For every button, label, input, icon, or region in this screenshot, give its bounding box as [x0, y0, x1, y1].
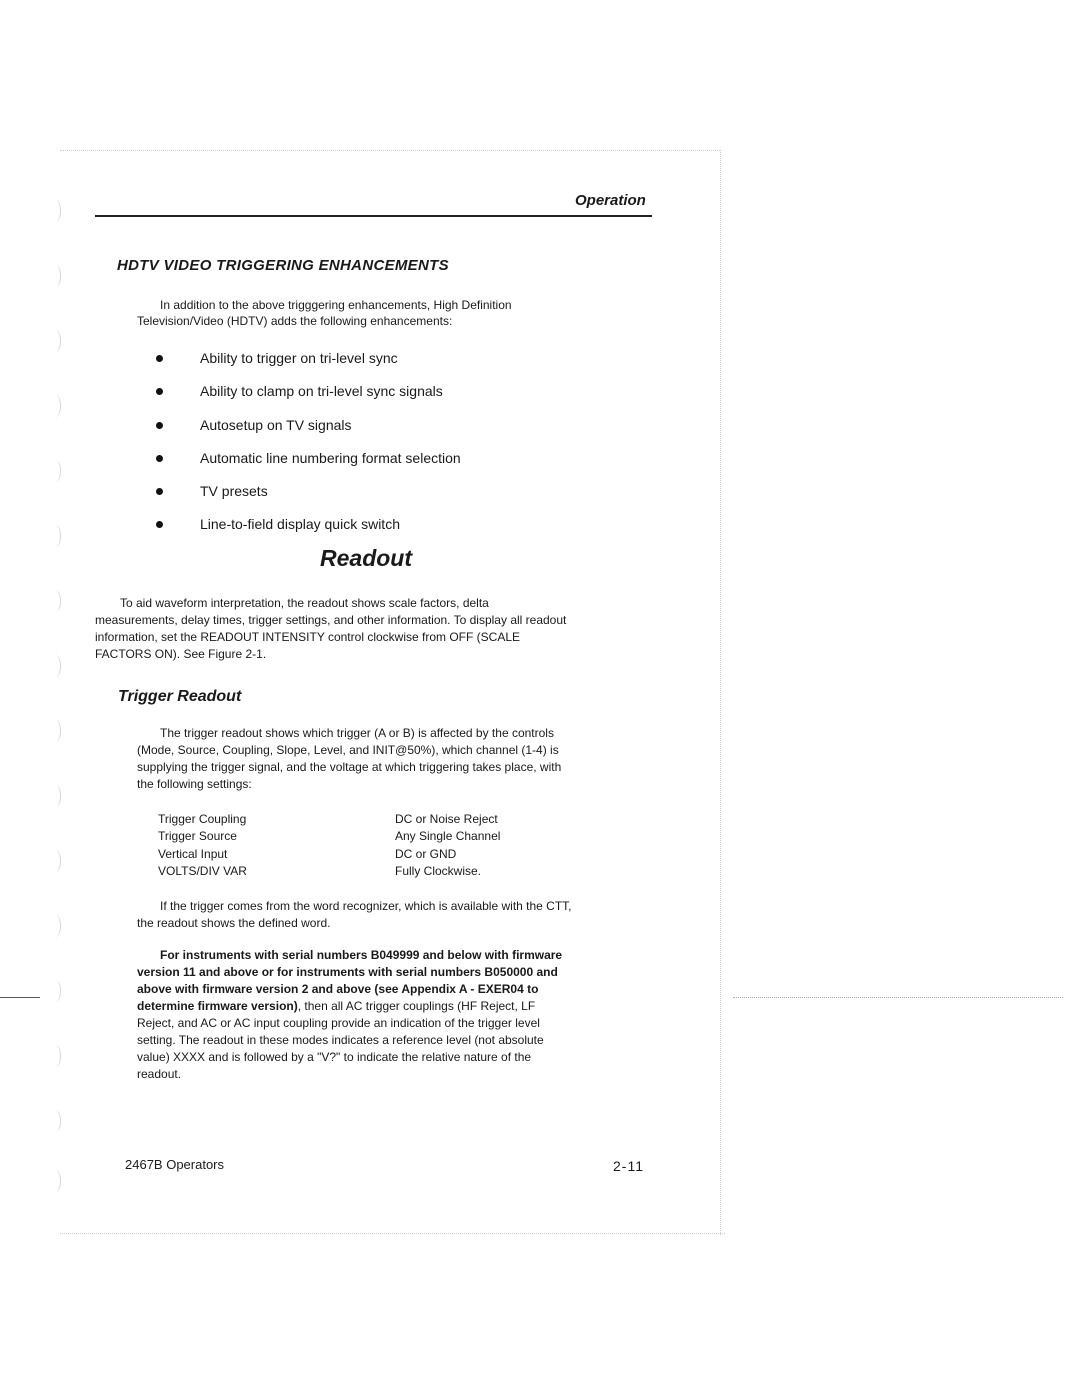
- list-item-text: Ability to trigger on tri-level sync: [200, 350, 398, 366]
- readout-para-line: information, set the READOUT INTENSITY control clockwise from OFF (SCALE: [95, 630, 521, 644]
- header-rule: [95, 215, 652, 217]
- firmware-note-line: value) XXXX and is followed by a "V?" to indicate the relative nature of the: [137, 1050, 532, 1064]
- table-row: [158, 847, 500, 864]
- readout-para-line: measurements, delay times, trigger settings, and other information. To display all readout: [95, 613, 567, 627]
- hdtv-intro-line: Television/Video (HDTV) adds the following enhancements:: [137, 314, 453, 328]
- binder-hole: [50, 850, 61, 872]
- list-item: [150, 450, 461, 483]
- firmware-note-line: setting. The readout in these modes indicates a reference level (not absolute: [137, 1033, 544, 1047]
- binder-hole: [50, 1110, 61, 1132]
- list-item-text: Ability to clamp on tri-level sync signals: [200, 383, 443, 400]
- binder-hole: [50, 200, 61, 222]
- scan-edge-top: [60, 150, 720, 151]
- setting-value: DC or Noise Reject: [395, 812, 498, 826]
- readout-title: Readout: [320, 545, 412, 571]
- binder-hole: [50, 330, 61, 352]
- list-item: [150, 350, 461, 383]
- readout-para-line: To aid waveform interpretation, the readout shows scale factors, delta: [120, 596, 489, 610]
- firmware-note-line: [137, 998, 535, 1015]
- ctt-para-line: the readout shows the defined word.: [137, 916, 331, 930]
- table-row: [158, 829, 500, 846]
- firmware-note-line: version 11 and above or for instruments with serial numbers B050000 and: [137, 965, 558, 979]
- setting-value: DC or GND: [395, 846, 457, 861]
- trigger-para-line: The trigger readout shows which trigger (A or B) is affected by the controls: [160, 726, 554, 740]
- binder-hole: [50, 525, 61, 547]
- setting-value: Fully Clockwise.: [395, 863, 482, 878]
- setting-name: Vertical Input: [158, 846, 228, 861]
- list-item-text: Autosetup on TV signals: [200, 416, 352, 433]
- bullet-icon: [156, 455, 163, 462]
- trigger-readout-heading: Trigger Readout: [118, 688, 242, 705]
- setting-name: VOLTS/DIV VAR: [158, 863, 247, 878]
- firmware-note-line: Reject, and AC or AC input coupling provide an indication of the trigger level: [137, 1016, 540, 1030]
- binder-hole: [50, 915, 61, 937]
- table-row: [158, 812, 500, 829]
- setting-name: Trigger Source: [158, 829, 237, 844]
- list-item: [150, 516, 461, 549]
- firmware-note-line: For instruments with serial numbers B049999 and below with firmware: [160, 948, 563, 962]
- bullet-icon: [156, 355, 163, 362]
- scan-edge-right: [720, 150, 721, 1235]
- binder-hole: [50, 720, 61, 742]
- list-item-text: Automatic line numbering format selection: [200, 449, 461, 466]
- binder-hole: [50, 980, 61, 1002]
- firmware-note-bold: determine firmware version): [137, 999, 298, 1013]
- binder-hole: [50, 265, 61, 287]
- page-header-title: Operation: [575, 192, 646, 209]
- ctt-para-line: If the trigger comes from the word recognizer, which is available with the CTT,: [160, 899, 572, 913]
- firmware-note-line: readout.: [137, 1067, 182, 1081]
- list-item-text: Line-to-field display quick switch: [200, 516, 400, 533]
- list-item: [150, 483, 461, 516]
- bullet-icon: [156, 422, 163, 429]
- hdtv-intro-line: In addition to the above trigggering enhancements, High Definition: [160, 298, 512, 312]
- table-row: [158, 864, 500, 881]
- trigger-settings-table: [158, 812, 500, 881]
- binder-hole: [50, 590, 61, 612]
- bullet-icon: [156, 488, 163, 495]
- trigger-para-line: the following settings:: [137, 777, 252, 791]
- readout-para-line: FACTORS ON). See Figure 2-1.: [95, 647, 267, 661]
- list-item-text: TV presets: [200, 483, 268, 500]
- list-item: [150, 417, 461, 450]
- list-item: [150, 383, 461, 416]
- firmware-note-rest: , then all AC trigger couplings (HF Reject, LF: [297, 999, 536, 1013]
- binder-hole: [50, 460, 61, 482]
- binder-hole: [50, 785, 61, 807]
- scan-edge-bottom: [60, 1233, 725, 1234]
- bullet-icon: [156, 521, 163, 528]
- hdtv-bullet-list: [150, 350, 461, 550]
- binder-hole: [50, 1170, 61, 1192]
- hdtv-heading: HDTV VIDEO TRIGGERING ENHANCEMENTS: [117, 257, 449, 274]
- footer-page-number: 2-11: [613, 1158, 644, 1174]
- setting-name: Trigger Coupling: [158, 812, 247, 826]
- binder-hole: [50, 655, 61, 677]
- trigger-para-line: supplying the trigger signal, and the voltage at which triggering takes place, with: [137, 760, 562, 774]
- setting-value: Any Single Channel: [395, 829, 501, 844]
- firmware-note-line: above with firmware version 2 and above (see Appendix A - EXER04 to: [137, 982, 539, 996]
- binder-hole: [50, 395, 61, 417]
- scan-margin-rule: [733, 997, 1063, 998]
- footer-manual-title: 2467B Operators: [125, 1157, 225, 1172]
- binder-hole: [50, 1045, 61, 1067]
- bullet-icon: [156, 388, 163, 395]
- trigger-para-line: (Mode, Source, Coupling, Slope, Level, and INIT@50%), which channel (1-4) is: [137, 743, 559, 757]
- scan-edge-mark: [0, 997, 40, 998]
